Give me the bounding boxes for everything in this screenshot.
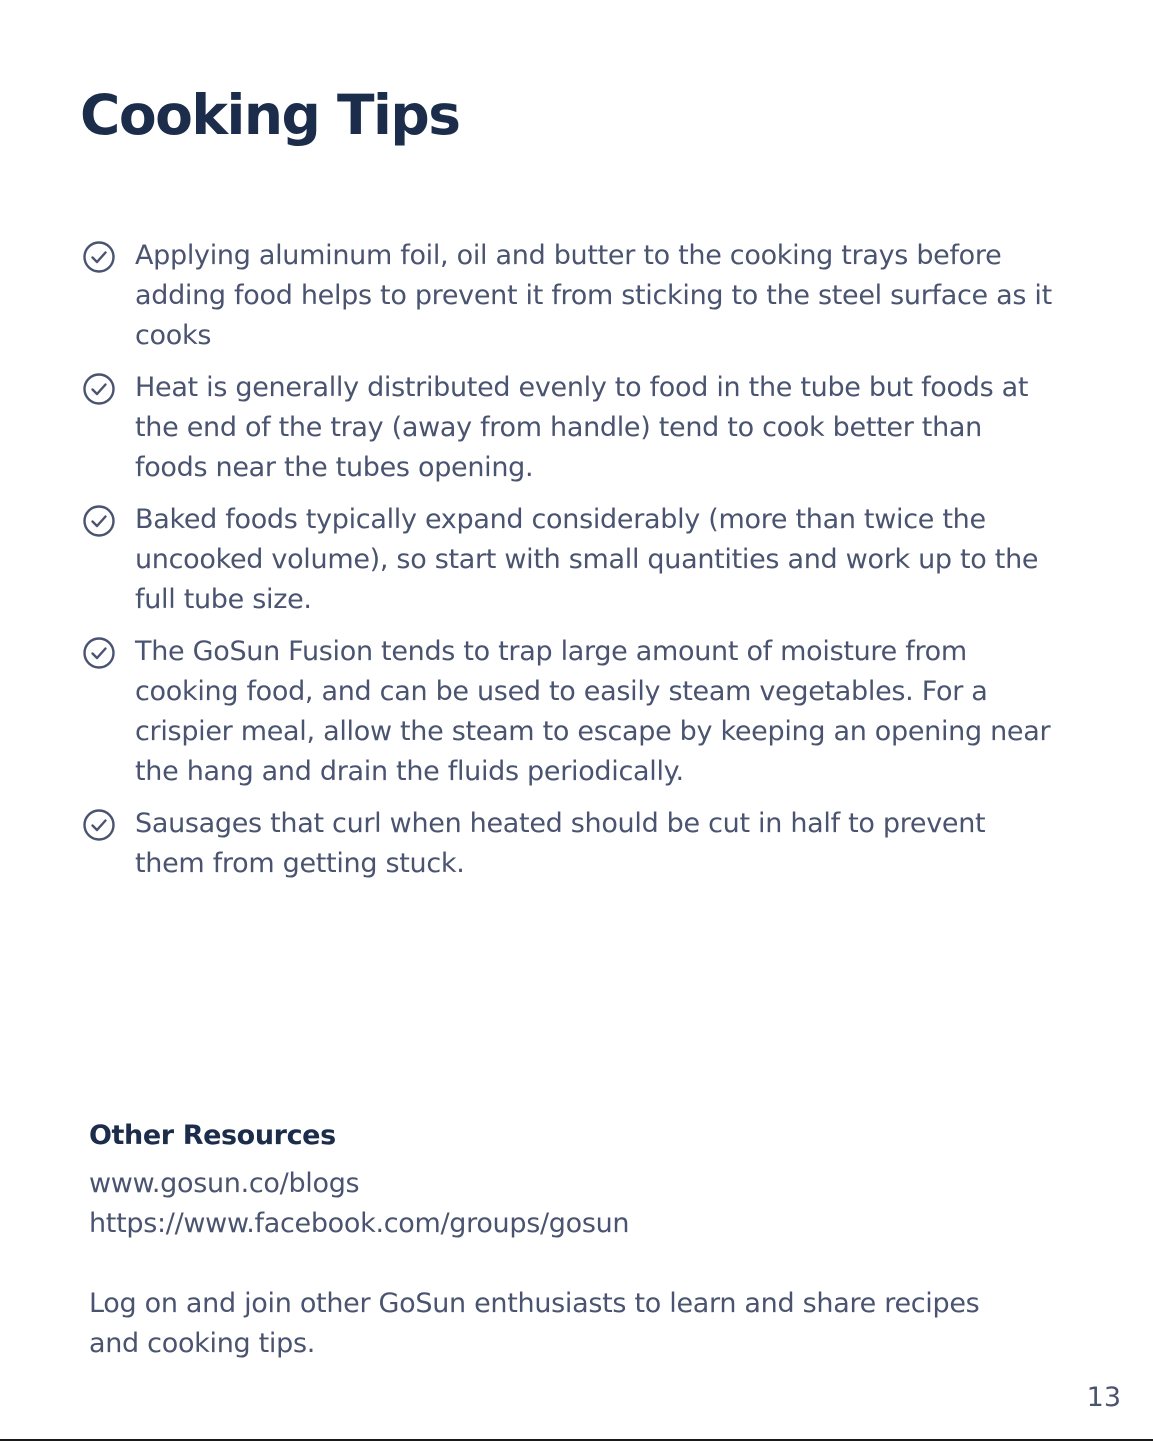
- list-item: [82, 632, 1062, 792]
- page-title: Cooking Tips: [80, 83, 460, 147]
- check-circle-icon: [82, 240, 116, 274]
- tip-text: Sausages that curl when heated should be cut in half to prevent them from getting stuck.: [135, 808, 986, 879]
- cooking-tips-list: [82, 236, 1062, 896]
- list-item: [82, 500, 1062, 620]
- resources-heading: Other Resources: [89, 1120, 336, 1151]
- check-circle-icon: [82, 808, 116, 842]
- other-resources-section: [89, 1116, 989, 1364]
- check-circle-icon: [82, 372, 116, 406]
- check-circle-icon: [82, 504, 116, 538]
- gosun-blog-link[interactable]: www.gosun.co/blogs: [89, 1168, 360, 1199]
- resources-note: Log on and join other GoSun enthusiasts to learn and share recipes and cooking tips.: [89, 1288, 980, 1359]
- tip-text: Heat is generally distributed evenly to food in the tube but foods at the end of the tray (away from handle) tend to cook better than foods near the tubes opening.: [135, 372, 1029, 483]
- list-item: [82, 804, 1062, 884]
- list-item: [82, 368, 1062, 488]
- tip-text: The GoSun Fusion tends to trap large amount of moisture from cooking food, and can be used to easily steam vegetables. For a crispier meal, allow the steam to escape by keeping an opening near the hang and drain the fluids periodically.: [135, 636, 1051, 787]
- facebook-group-link[interactable]: https://www.facebook.com/groups/gosun: [89, 1208, 630, 1239]
- tip-text: Baked foods typically expand considerably (more than twice the uncooked volume), so start with small quantities and work up to the full tube size.: [135, 504, 1039, 615]
- check-circle-icon: [82, 636, 116, 670]
- tip-text: Applying aluminum foil, oil and butter to the cooking trays before adding food helps to prevent it from sticking to the steel surface as it cooks: [135, 240, 1052, 351]
- page-number: 13: [1086, 1382, 1121, 1413]
- list-item: [82, 236, 1062, 356]
